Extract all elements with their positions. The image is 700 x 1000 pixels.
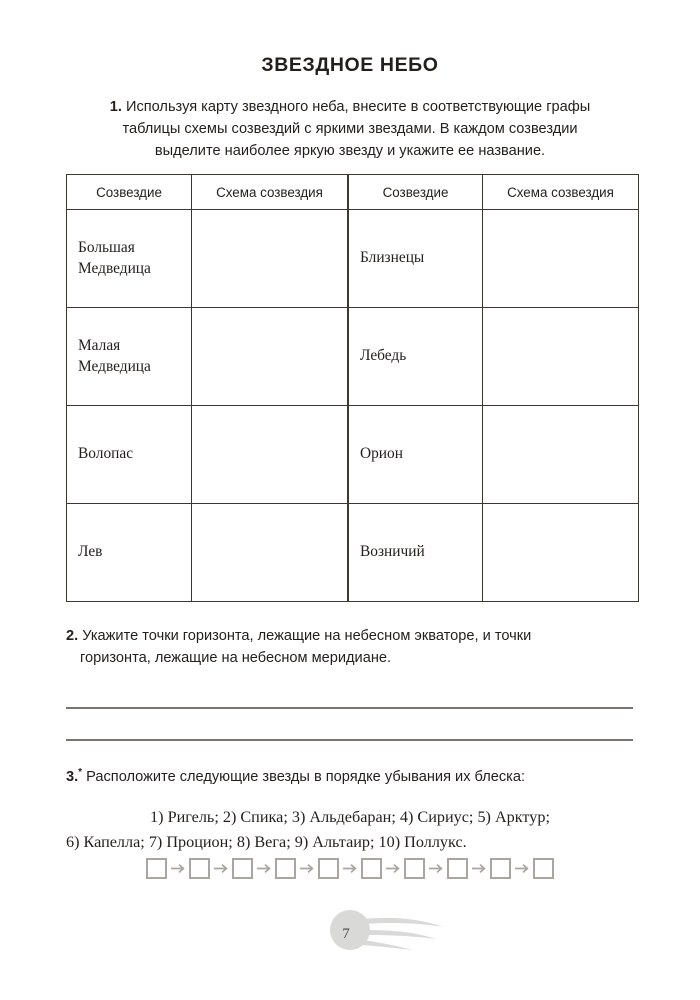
task-1-line-3: выделите наиболее яркую звезду и укажите ее название. [154,143,546,160]
arrow-right-icon [382,858,404,879]
arrow-right-icon [210,858,232,879]
answer-line-1[interactable] [66,707,633,709]
constellation-name-cell [67,504,192,602]
answer-box[interactable] [318,858,339,879]
table-header-scheme-right: Схема созвездия [483,175,639,210]
answer-box[interactable] [447,858,468,879]
task-2-text-1: Укажите точки горизонта, лежащие на небесном экваторе, и точки [82,628,532,644]
answer-box[interactable] [275,858,296,879]
answer-box[interactable] [404,858,425,879]
scheme-answer-cell[interactable] [192,210,349,308]
scheme-answer-cell[interactable] [483,504,639,602]
constellation-name-cell [348,504,483,602]
task-2 [66,625,634,669]
constellation-name-line: Медведица [78,357,151,375]
constellation-name-line: Возничий [360,543,425,561]
task-2-number: 2. [66,628,79,644]
page-title: ЗВЕЗДНОЕ НЕБО [261,54,439,76]
table-header-scheme-left: Схема созвездия [192,175,349,210]
task-1-line-2: таблицы схемы созвездий с яркими звездами. В каждом созвездии [122,121,578,138]
task-1-number: 1. [109,99,122,115]
arrow-right-icon [296,858,318,879]
constellation-name-cell [348,406,483,504]
scheme-answer-cell[interactable] [483,406,639,504]
constellation-name-cell [67,406,192,504]
constellation-name-cell [67,210,192,308]
star-list [66,805,634,854]
answer-box[interactable] [533,858,554,879]
task-3-asterisk: * [78,767,83,778]
table-header-constellation-right: Созвездие [348,175,483,210]
constellation-name-line: Лев [78,543,103,561]
answer-box[interactable] [490,858,511,879]
comet-icon [0,900,700,970]
constellation-name-line: Лебедь [360,347,407,365]
answer-box[interactable] [232,858,253,879]
constellation-name-cell [348,210,483,308]
task-2-line-2: горизонта, лежащие на небесном меридиане. [80,650,392,667]
answer-sequence [66,858,634,879]
scheme-answer-cell[interactable] [192,308,349,406]
task-3-text: Расположите следующие звезды в порядке убывания их блеска: [86,768,526,785]
table-row [67,210,639,308]
scheme-answer-cell[interactable] [192,504,349,602]
table-header-constellation-left: Созвездие [67,175,192,210]
table-header-row [67,175,639,210]
constellation-name-line: Малая [78,336,121,354]
page-footer [0,900,700,970]
constellation-name-cell [67,308,192,406]
arrow-right-icon [167,858,189,879]
answer-box[interactable] [361,858,382,879]
table-row [67,406,639,504]
answer-line-2[interactable] [66,739,633,741]
constellation-name-line: Большая [78,238,135,256]
arrow-right-icon [425,858,447,879]
task-1-text-1: Используя карту звездного неба, внесите в соответствующие графы [125,99,591,115]
arrow-right-icon [468,858,490,879]
constellation-name-line: Волопас [78,445,134,463]
constellation-name-line: Орион [360,445,403,463]
constellation-name-line: Медведица [78,259,151,277]
scheme-answer-cell[interactable] [483,308,639,406]
answer-box[interactable] [189,858,210,879]
task-3-number: 3. [66,768,79,785]
arrow-right-icon [253,858,275,879]
arrow-right-icon [511,858,533,879]
constellation-name-line: Близнецы [360,249,425,267]
arrow-right-icon [339,858,361,879]
table-row [67,308,639,406]
task-1-line-1 [66,96,634,118]
task-1 [66,96,634,163]
table-row [67,504,639,602]
scheme-answer-cell[interactable] [192,406,349,504]
answer-box[interactable] [146,858,167,879]
task-2-line-1 [66,625,634,647]
constellations-table [66,174,639,602]
constellation-name-cell [348,308,483,406]
scheme-answer-cell[interactable] [483,210,639,308]
star-list-line-2: 6) Капелла; 7) Процион; 8) Вега; 9) Альтаир; 10) Поллукс. [66,832,467,851]
star-list-line-1: 1) Ригель; 2) Спика; 3) Альдебаран; 4) Сириус; 5) Арктур; [150,808,550,826]
page-number-value: 7 [342,926,350,942]
task-3 [66,765,634,788]
